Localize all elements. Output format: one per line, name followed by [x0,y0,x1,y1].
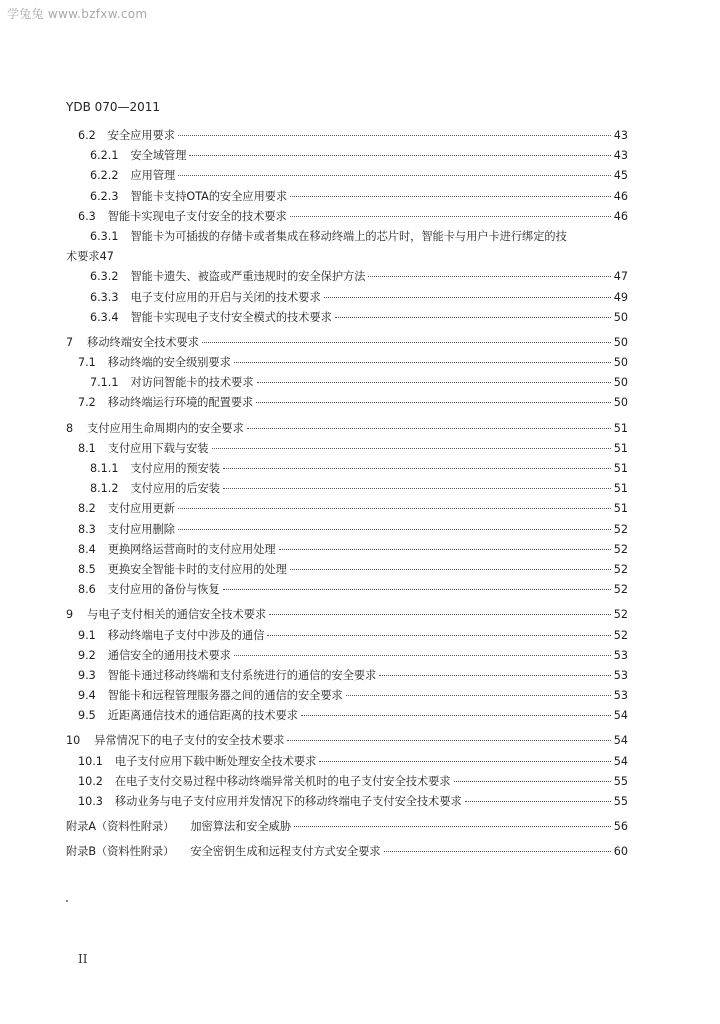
toc-entry[interactable] [66,227,628,267]
toc-entry-page: 43 [613,149,628,163]
toc-entry-title: 应用管理 [130,169,176,183]
toc-entry-number: 附录B（资料性附录） [66,845,175,859]
toc-entry-number: 9.2 [78,648,96,662]
toc-dot-leader [454,769,611,782]
toc-entry-label [78,706,298,726]
toc-dot-leader [346,683,611,696]
toc-entry-title-continuation: 术要求 [66,250,100,264]
toc-entry-title: 移动终端运行环境的配置要求 [107,396,254,410]
toc-dot-leader [335,305,611,318]
toc-entry-title: 智能卡为可插拔的存储卡或者集成在移动终端上的芯片时，智能卡与用户卡进行绑定的技 [130,229,567,243]
toc-entry-number: 8.1.1 [90,462,119,476]
toc-entry-title: 电子支付应用的开启与关闭的技术要求 [130,290,321,304]
toc-entry-page: 51 [613,482,628,496]
toc-entry-label [90,288,321,308]
toc-entry-number: 10.3 [78,795,103,809]
toc-entry-title: 移动终端安全技术要求 [87,335,200,349]
toc-entry-title: 异常情况下的电子支付的安全技术要求 [94,734,285,748]
page-number: II [78,952,88,966]
toc-entry-title: 支付应用的后安装 [130,482,220,496]
toc-entry-title: 智能卡实现电子支付安全模式的技术要求 [130,310,332,324]
toc-entry-number: 7.2 [78,396,96,410]
toc-entry-page: 50 [613,376,628,390]
toc-dot-leader [290,204,611,217]
toc-entry-title: 近距离通信技术的通信距离的技术要求 [107,709,298,723]
toc-entry-page: 50 [613,396,628,410]
toc-entry-label [90,373,254,393]
toc-entry-number: 7.1.1 [90,376,119,390]
toc-dot-leader [319,749,610,762]
toc-entry-label [90,187,287,207]
toc-entry-label [90,146,186,166]
toc-entry-page: 46 [613,209,628,223]
toc-entry-label [66,731,284,751]
toc-entry[interactable] [66,308,628,328]
toc-dot-leader [269,602,611,615]
toc-entry-label [90,166,175,186]
toc-dot-leader [294,814,611,827]
toc-entry-page: 43 [613,129,628,142]
toc-entry-page: 54 [613,709,628,723]
toc-entry-number: 9.3 [78,668,96,682]
toc-entry-label [78,646,231,666]
toc-entry-title: 智能卡通过移动终端和支付系统进行的通信的安全要求 [107,668,377,682]
toc-entry-label [66,817,291,837]
toc-entry-number: 8.2 [78,502,96,516]
toc-entry-title: 安全密钥生成和远程支付方式安全要求 [190,845,381,859]
toc-entry-number: 8.6 [78,583,96,597]
watermark-site-name: 学兔兔 [7,7,44,21]
toc-entry-first-line [66,227,628,247]
toc-entry-title: 移动业务与电子支付应用并发情况下的移动终端电子支付安全技术要求 [114,795,462,809]
toc-entry-label [90,308,332,328]
toc-dot-leader [189,143,610,156]
toc-entry-page: 55 [613,795,628,809]
toc-dot-leader [223,577,611,590]
toc-entry-label [78,666,376,686]
toc-dot-leader [267,623,610,636]
toc-dot-leader [178,123,611,136]
toc-entry-number: 附录A（资料性附录） [66,820,175,834]
toc-dot-leader [234,350,611,363]
toc-entry-title: 智能卡支持OTA的安全应用要求 [130,189,288,203]
toc-entry-page: 50 [613,310,628,324]
toc-entry-label [78,580,220,600]
toc-entry-number: 6.2.1 [90,149,119,163]
toc-entry-title: 支付应用的预安装 [130,462,220,476]
toc-entry-label [66,333,199,353]
toc-entry-title: 通信安全的通用技术要求 [107,648,231,662]
toc-entry-page: 55 [613,774,628,788]
toc-entry[interactable] [66,580,628,600]
toc-entry-page: 52 [613,542,628,556]
toc-entry-title: 智能卡遗失、被盗或严重违规时的安全保护方法 [130,270,366,284]
toc-entry-number: 8.3 [78,522,96,536]
toc-entry-title: 安全应用要求 [107,129,175,142]
toc-entry-number: 6.3.1 [90,229,119,243]
toc-entry-page: 53 [613,648,628,662]
toc-entry[interactable] [66,393,628,413]
watermark [7,5,147,22]
toc-entry-label [78,207,287,227]
toc-dot-leader [223,456,611,469]
toc-entry-label [78,126,175,146]
toc-entry-title: 对访问智能卡的技术要求 [130,376,254,390]
toc-dot-leader [257,370,611,383]
toc-entry-page: 53 [613,689,628,703]
toc-entry-label [78,393,253,413]
toc-dot-leader [223,476,611,489]
toc-entry-number: 9.4 [78,689,96,703]
toc-dot-leader [379,663,610,676]
document-code: YDB 070—2011 [66,100,161,114]
toc-entry-page: 52 [613,628,628,642]
toc-dot-leader [290,184,611,197]
toc-entry-label [78,499,175,519]
toc-entry-title: 与电子支付相关的通信安全技术要求 [87,608,267,622]
toc-entry-page: 60 [613,845,628,859]
toc-dot-leader [178,163,611,176]
toc-dot-leader [465,789,611,802]
toc-entry-number: 8 [66,421,74,435]
toc-entry-page: 54 [613,734,628,748]
toc-entry-label [78,540,276,560]
toc-entry-title: 支付应用生命周期内的安全要求 [87,421,244,435]
toc-entry-title: 支付应用删除 [107,522,175,536]
toc-entry-label [66,842,381,862]
toc-dot-leader [279,537,611,550]
table-of-contents [66,126,628,863]
toc-entry-label [66,605,266,625]
toc-entry-page: 51 [613,502,628,516]
toc-entry-title: 安全域管理 [130,149,187,163]
toc-dot-leader [324,285,611,298]
toc-entry-label [78,792,462,812]
toc-entry-page: 50 [613,335,628,349]
toc-entry-label [90,459,220,479]
toc-entry-number: 8.1.2 [90,482,119,496]
toc-entry-title: 移动终端的安全级别要求 [107,356,231,370]
toc-entry-number: 7.1 [78,356,96,370]
toc-entry[interactable] [66,207,628,227]
toc-entry-number: 10.1 [78,754,103,768]
toc-entry-page: 45 [613,169,628,183]
watermark-url: www.bzfxw.com [47,7,148,21]
toc-entry-number: 6.2 [78,129,96,142]
toc-entry-page: 52 [613,562,628,576]
toc-entry-title: 智能卡和远程管理服务器之间的通信的安全要求 [107,689,343,703]
toc-entry-page: 51 [613,421,628,435]
toc-entry-title: 移动终端电子支付中涉及的通信 [107,628,265,642]
toc-entry-page: 49 [613,290,628,304]
toc-entry-title: 加密算法和安全威胁 [190,820,292,834]
toc-entry-title: 支付应用更新 [107,502,175,516]
toc-entry-number: 6.3.3 [90,290,119,304]
toc-entry[interactable] [66,706,628,726]
toc-entry-page: 52 [613,522,628,536]
toc-dot-leader [202,330,611,343]
toc-entry-number: 9.1 [78,628,96,642]
toc-entry-title: 在电子支付交易过程中移动终端异常关机时的电子支付安全技术要求 [114,774,451,788]
toc-entry-page: 52 [613,583,628,597]
toc-entry-number: 6.3.4 [90,310,119,324]
toc-dot-leader [178,517,611,530]
toc-entry-page: 52 [613,608,628,622]
toc-entry-page: 53 [613,668,628,682]
toc-entry-number: 10 [66,734,81,748]
toc-entry[interactable] [66,792,628,812]
toc-dot-leader [301,703,611,716]
toc-entry-number: 6.3 [78,209,96,223]
toc-dot-leader [256,390,611,403]
toc-entry-page: 51 [613,462,628,476]
toc-entry-number: 6.3.2 [90,270,119,284]
toc-entry-title: 更换网络运营商时的支付应用处理 [107,542,276,556]
toc-entry-number: 8.1 [78,441,96,455]
toc-dot-leader [290,557,611,570]
toc-entry-label [78,520,175,540]
toc-entry-number: 9 [66,608,74,622]
toc-entry-number: 8.5 [78,562,96,576]
toc-entry-number: 6.2.2 [90,169,119,183]
toc-dot-leader [234,643,611,656]
toc-dot-leader [212,436,611,449]
toc-entry-page: 54 [613,754,628,768]
toc-entry-page: 50 [613,356,628,370]
toc-entry-title: 电子支付应用下载中断处理安全技术要求 [114,754,317,768]
toc-entry-number: 6.2.3 [90,189,119,203]
toc-entry-page: 56 [613,820,628,834]
toc-entry-title: 支付应用下载与安装 [107,441,209,455]
toc-dot-leader [384,839,611,852]
toc-chapter-entry[interactable] [66,817,628,837]
toc-entry-number: 10.2 [78,774,103,788]
toc-entry-page: 46 [613,189,628,203]
scan-speck [66,900,68,902]
toc-dot-leader [368,264,610,277]
toc-dot-leader [287,728,610,741]
toc-entry-title: 智能卡实现电子支付安全的技术要求 [107,209,287,223]
toc-entry-label [78,353,231,373]
toc-entry-title: 更换安全智能卡时的支付应用的处理 [107,562,287,576]
toc-entry-number: 8.4 [78,542,96,556]
toc-entry-number: 9.5 [78,709,96,723]
toc-entry-number: 7 [66,335,74,349]
toc-entry-label [78,752,316,772]
toc-entry-page: 51 [613,441,628,455]
toc-entry-page: 47 [99,250,114,264]
toc-chapter-entry[interactable] [66,842,628,862]
toc-entry-page: 47 [613,270,628,284]
toc-dot-leader [178,496,611,509]
toc-entry-title: 支付应用的备份与恢复 [107,583,220,597]
toc-entry-label [78,772,451,792]
toc-entry-label [78,439,209,459]
toc-dot-leader [247,416,611,429]
